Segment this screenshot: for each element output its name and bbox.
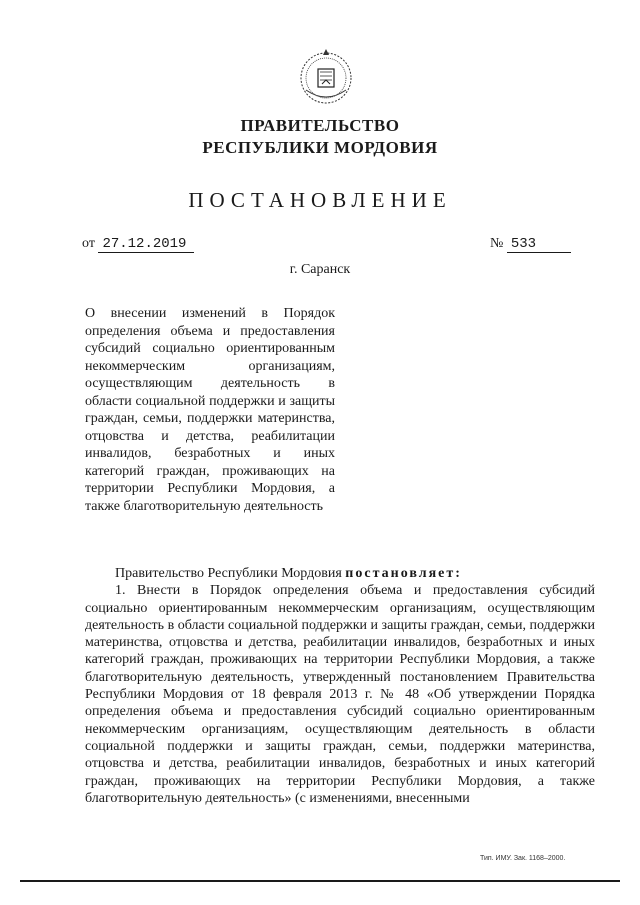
lead-paragraph — [85, 565, 595, 582]
lead-text: Правительство Республики Мордовия — [115, 566, 346, 581]
government-title-line2: РЕСПУБЛИКИ МОРДОВИЯ — [202, 138, 438, 157]
summary-text: О внесении изменений в Порядок определения объема и предоставления субсидий социально ориентированным некоммерческим организациям, осуществляющим деятельность в области социальной поддержки и защиты граждан, семьи, поддержки материнства, отцовства и детства, реабилитации инвалидов, безработных и иных категорий граждан, проживающих на территории Республики Мордовия, а также благотворительную деятельность — [85, 306, 335, 514]
resolution-body — [85, 565, 595, 807]
government-title-line1: ПРАВИТЕЛЬСТВО — [240, 116, 400, 135]
number-value: 533 — [507, 236, 571, 253]
date-prefix: от — [82, 236, 95, 251]
item-1-paragraph: 1. Внести в Порядок определения объема и предоставления субсидий социально ориентированным некоммерческим организациям, осуществляющим деятельность в области социальной поддержки и защиты граждан, семьи, поддержки материнства, отцовства и детства, реабилитации инвалидов, безработных и иных категорий граждан, проживающих на территории Республики Мордовия, а также благотворительную деятельность, утвержденный постановлением Правительства Республики Мордовия от 18 февраля 2013 г. № 48 «Об утверждении Порядка определения объема и предоставления субсидий социально ориентированным некоммерческим организациям, осуществляющим деятельность в области социальной поддержки и защиты граждан, семьи, поддержки материнства, отцовства и детства, реабилитации инвалидов, безработных и иных категорий граждан, проживающих на территории Республики Мордовия, а также благотворительную деятельность» (с изменениями, внесенными — [85, 583, 595, 806]
date-value: 27.12.2019 — [98, 236, 194, 253]
city-label: г. Саранск — [289, 262, 351, 277]
bottom-rule — [20, 880, 620, 882]
lead-keyword: постановляет: — [345, 566, 462, 581]
number-field — [490, 236, 571, 253]
print-note: Тип. ИМУ. Зак. 1168–2000. — [480, 855, 566, 862]
resolution-summary — [85, 305, 335, 515]
date-field — [82, 236, 194, 253]
coat-of-arms-emblem — [296, 46, 356, 106]
document-type-title: ПОСТАНОВЛЕНИЕ — [188, 188, 452, 212]
number-prefix: № — [490, 236, 504, 251]
